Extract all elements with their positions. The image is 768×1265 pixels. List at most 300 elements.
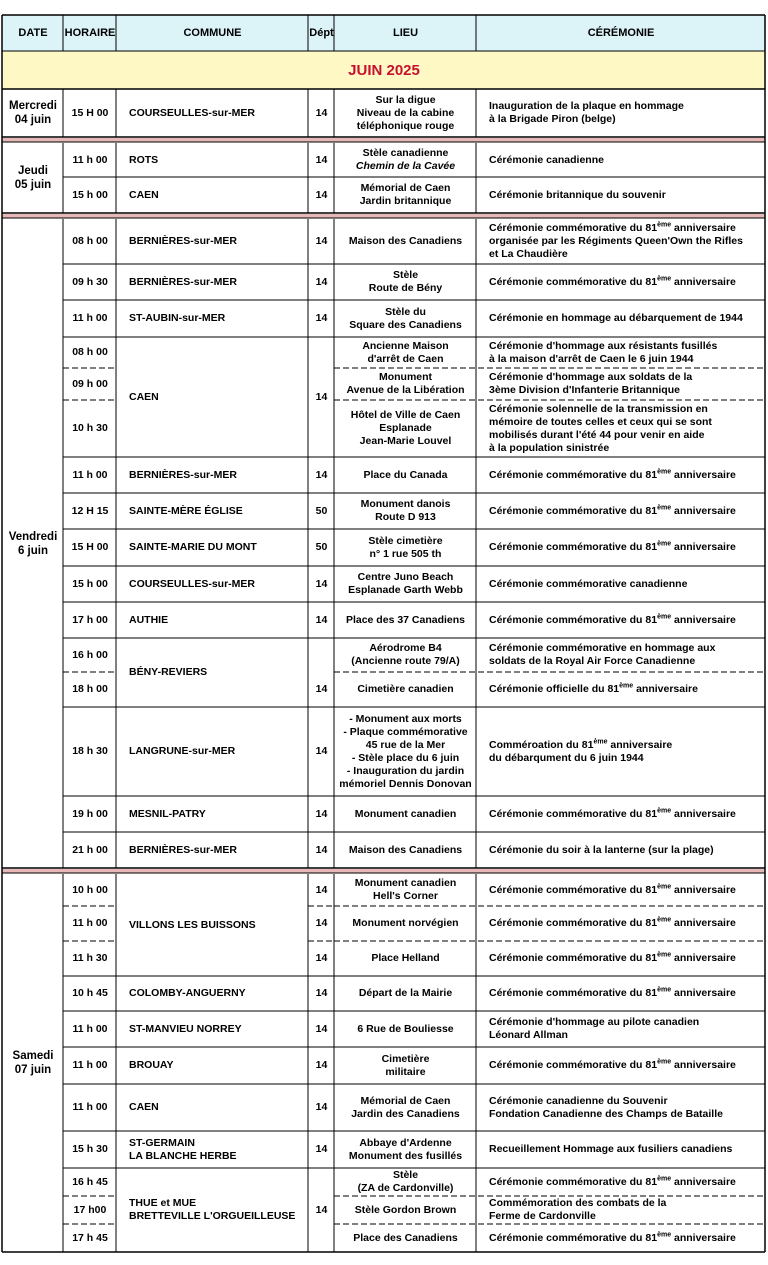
event-dept-text: 14 xyxy=(315,613,328,626)
ordinal-suffix: ème xyxy=(657,883,672,890)
ordinal-suffix: ème xyxy=(657,951,672,959)
event-time xyxy=(64,264,116,300)
event-lieu-text: Stèle Route de Bény xyxy=(368,269,443,294)
event-lieu xyxy=(335,264,476,300)
header-date xyxy=(3,15,63,51)
event-lieu xyxy=(335,707,476,796)
event-commune xyxy=(117,264,308,300)
event-ceremonie xyxy=(477,976,765,1011)
event-dept xyxy=(309,1011,334,1047)
event-dept-text: 14 xyxy=(315,917,328,929)
event-dept-text: 14 xyxy=(315,952,328,964)
event-lieu-text: Monument canadien Hell's Corner xyxy=(354,877,457,902)
event-lieu xyxy=(335,337,476,368)
event-commune-text: VILLONS LES BUISSONS xyxy=(129,918,256,931)
ordinal-suffix: ème xyxy=(657,540,672,548)
event-time xyxy=(64,906,116,941)
event-commune-text: CAEN xyxy=(129,188,159,201)
event-ceremonie xyxy=(477,638,765,672)
ordinal-suffix: ème xyxy=(657,916,672,924)
event-time-text: 17 h 45 xyxy=(72,1231,108,1244)
event-commune xyxy=(117,707,308,796)
event-ceremonie-text: Commémoration des combats de la Ferme de Cardonville xyxy=(489,1197,667,1222)
event-dept-text: 14 xyxy=(315,153,328,166)
event-time xyxy=(64,493,116,529)
day-label xyxy=(3,89,63,137)
event-dept-text: 14 xyxy=(315,1203,328,1216)
event-lieu-text: Abbaye d'Ardenne Monument des fusillés xyxy=(348,1136,463,1162)
event-commune-text: BERNIÈRES-sur-MER xyxy=(129,843,237,856)
day-label xyxy=(3,874,63,1252)
event-dept xyxy=(309,941,334,976)
event-dept-text: 14 xyxy=(315,188,328,201)
event-commune-text: BERNIÈRES-sur-MER xyxy=(129,235,237,247)
event-commune xyxy=(117,143,308,177)
ordinal-suffix: ème xyxy=(657,1231,672,1238)
event-commune-text: ST-GERMAIN LA BLANCHE HERBE xyxy=(129,1136,237,1162)
event-dept xyxy=(309,1047,334,1084)
event-commune-text: COURSEULLES-sur-MER xyxy=(129,106,256,119)
event-ceremonie-text: Cérémonie canadienne xyxy=(489,153,604,166)
event-dept-text: 14 xyxy=(315,807,328,820)
event-dept-text: 14 xyxy=(315,577,328,590)
event-lieu-text: Départ de la Mairie xyxy=(358,987,453,999)
event-ceremonie-text: Cérémonie canadienne du Souvenir Fondation Canadienne des Champs de Bataille xyxy=(489,1094,723,1120)
event-ceremonie xyxy=(477,566,765,602)
event-lieu-text: Place des 37 Canadiens xyxy=(345,613,466,626)
event-time-text: 11 h 00 xyxy=(72,917,108,929)
day-separator-band xyxy=(2,138,765,142)
event-lieu xyxy=(335,1224,476,1252)
event-lieu xyxy=(335,300,476,337)
event-lieu-text: 6 Rue de Bouliesse xyxy=(357,1022,454,1035)
event-time-text: 10 h 30 xyxy=(72,422,108,434)
event-time-text: 15 h 30 xyxy=(72,1143,108,1155)
event-time-text: 19 h 00 xyxy=(72,807,108,820)
day-separator-band xyxy=(2,869,765,873)
event-dept-text: 14 xyxy=(315,843,328,856)
header-lieu xyxy=(335,15,476,51)
event-dept-text: 14 xyxy=(315,987,328,999)
event-ceremonie-text: Cérémonie commémorative canadienne xyxy=(489,577,688,590)
event-time xyxy=(64,638,116,672)
header-dept xyxy=(309,15,334,51)
event-time xyxy=(64,529,116,566)
event-dept-text: 14 xyxy=(315,235,328,247)
event-ceremonie-text: Cérémonie commémorative du 81ème anniversaire xyxy=(489,468,736,481)
event-time xyxy=(64,1084,116,1131)
event-commune xyxy=(117,874,308,976)
ordinal-suffix: ème xyxy=(657,986,672,994)
event-ceremonie xyxy=(477,672,765,707)
event-ceremonie xyxy=(477,1047,765,1084)
event-lieu-text: Sur la digue Niveau de la cabine téléphonique rouge xyxy=(356,93,455,132)
event-dept xyxy=(309,337,334,457)
event-commune-text: BERNIÈRES-sur-MER xyxy=(129,468,237,481)
event-ceremonie xyxy=(477,143,765,177)
ordinal-suffix: ème xyxy=(657,468,672,475)
event-lieu-text: Mémorial de Caen Jardin des Canadiens xyxy=(351,1094,460,1120)
event-ceremonie-text: Cérémonie commémorative du 81ème anniversaire xyxy=(489,951,736,964)
event-lieu xyxy=(335,1131,476,1168)
event-commune xyxy=(117,796,308,832)
event-ceremonie-text: Cérémonie commémorative du 81ème anniversaire xyxy=(489,883,736,896)
event-commune-text: CAEN xyxy=(129,390,159,403)
event-ceremonie xyxy=(477,337,765,368)
event-time xyxy=(64,143,116,177)
ordinal-suffix: ème xyxy=(657,275,672,282)
day-label xyxy=(3,219,63,868)
ordinal-suffix: ème xyxy=(593,738,608,745)
event-time xyxy=(64,796,116,832)
event-time xyxy=(64,457,116,493)
event-time-text: 17 h 00 xyxy=(72,613,108,626)
event-commune-text: MESNIL-PATRY xyxy=(129,807,206,820)
event-ceremonie-text: Cérémonie commémorative du 81ème anniversaire xyxy=(489,1231,736,1244)
event-time-text: 08 h 00 xyxy=(72,235,108,247)
event-dept xyxy=(309,906,334,941)
ordinal-suffix: ème xyxy=(657,1175,672,1182)
event-commune xyxy=(117,1011,308,1047)
event-lieu xyxy=(335,1011,476,1047)
day-label-text: Mercredi 04 juin xyxy=(9,100,57,126)
event-dept-text: 14 xyxy=(315,312,328,324)
event-dept-text: 14 xyxy=(315,275,328,288)
event-lieu-text: Monument canadien xyxy=(354,807,457,820)
event-lieu-text: Maison des Canadiens xyxy=(348,235,463,247)
event-ceremonie-text: Cérémonie commémorative du 81ème anniversaire xyxy=(489,916,736,929)
event-ceremonie-text: Cérémonie commémorative en hommage aux soldats de la Royal Air Force Canadienne xyxy=(489,642,716,667)
event-lieu-text: Maison des Canadiens xyxy=(348,843,463,856)
event-ceremonie xyxy=(477,707,765,796)
event-lieu-text: Stèle du Square des Canadiens xyxy=(349,305,462,331)
event-ceremonie xyxy=(477,1084,765,1131)
event-ceremonie-text: Cérémonie commémorative du 81ème anniversaire xyxy=(489,504,736,517)
event-ceremonie xyxy=(477,457,765,493)
day-label-text: Jeudi 05 juin xyxy=(14,165,52,191)
event-dept-text: 50 xyxy=(315,504,328,517)
event-lieu xyxy=(335,638,476,672)
event-time xyxy=(64,368,116,400)
event-dept xyxy=(309,976,334,1011)
event-time xyxy=(64,1047,116,1084)
event-dept xyxy=(309,672,334,707)
month-title xyxy=(3,51,765,89)
event-ceremonie-text: Cérémonie du soir à la lanterne (sur la plage) xyxy=(489,843,714,856)
day-label-text: Samedi 07 juin xyxy=(12,1050,54,1076)
event-ceremonie xyxy=(477,89,765,137)
event-commune xyxy=(117,1131,308,1168)
event-commune xyxy=(117,457,308,493)
event-lieu xyxy=(335,177,476,213)
event-ceremonie xyxy=(477,832,765,868)
event-commune xyxy=(117,1047,308,1084)
event-lieu-text: Mémorial de Caen Jardin britannique xyxy=(359,182,452,207)
event-commune xyxy=(117,602,308,638)
event-time xyxy=(64,219,116,264)
event-lieu-italic-text: Chemin de la Cavée xyxy=(355,160,456,172)
event-dept xyxy=(309,1131,334,1168)
event-ceremonie-text: Cérémonie commémorative du 81ème anniversaire xyxy=(489,1175,736,1188)
event-lieu xyxy=(335,529,476,566)
event-lieu-text: Hôtel de Ville de Caen Esplanade Jean-Marie Louvel xyxy=(350,409,461,447)
event-ceremonie-text: Cérémonie commémorative du 81ème anniversaire xyxy=(489,986,736,999)
event-time-text: 09 h 00 xyxy=(72,377,108,390)
event-dept-text: 14 xyxy=(315,1059,328,1071)
event-dept-text: 14 xyxy=(315,883,328,896)
event-lieu-text: Place du Canada xyxy=(363,468,448,481)
event-ceremonie-text: Cérémonie commémorative du 81ème anniversaire xyxy=(489,613,736,626)
event-time-text: 15 h 00 xyxy=(72,188,108,201)
event-time-text: 11 h 00 xyxy=(72,312,108,324)
event-time-text: 09 h 30 xyxy=(72,275,108,288)
event-commune xyxy=(117,566,308,602)
event-time xyxy=(64,1011,116,1047)
event-ceremonie xyxy=(477,1224,765,1252)
event-time xyxy=(64,337,116,368)
event-time-text: 15 H 00 xyxy=(71,106,109,119)
event-dept-text: 14 xyxy=(315,390,328,403)
event-time-text: 11 h 00 xyxy=(72,1059,108,1071)
event-commune xyxy=(117,219,308,264)
event-commune-text: ROTS xyxy=(129,153,159,166)
ordinal-suffix: ème xyxy=(657,807,672,814)
event-commune-text: LANGRUNE-sur-MER xyxy=(129,745,236,757)
event-commune xyxy=(117,1084,308,1131)
event-time-text: 08 h 00 xyxy=(72,346,108,358)
event-time xyxy=(64,177,116,213)
event-ceremonie xyxy=(477,941,765,976)
event-lieu-text: Monument norvégien xyxy=(352,917,459,929)
event-dept xyxy=(309,832,334,868)
event-lieu-text: Centre Juno Beach Esplanade Garth Webb xyxy=(348,571,463,596)
event-lieu-text: Stèle cimetière n° 1 rue 505 th xyxy=(368,534,443,560)
header-ceremonie-text: CÉRÉMONIE xyxy=(587,26,655,39)
event-time xyxy=(64,1131,116,1168)
event-commune xyxy=(117,89,308,137)
event-dept xyxy=(309,1084,334,1131)
header-commune-text: COMMUNE xyxy=(183,26,242,39)
event-ceremonie-text: Cérémonie commémorative du 81ème anniversaire xyxy=(489,540,736,553)
event-commune xyxy=(117,1168,308,1252)
event-dept xyxy=(309,874,334,906)
event-dept xyxy=(309,143,334,177)
event-time xyxy=(64,976,116,1011)
event-lieu xyxy=(335,976,476,1011)
event-time xyxy=(64,566,116,602)
event-dept xyxy=(309,796,334,832)
event-lieu xyxy=(335,457,476,493)
event-time-text: 18 h 30 xyxy=(72,745,108,757)
event-dept xyxy=(309,300,334,337)
header-lieu-text: LIEU xyxy=(392,26,419,39)
day-label xyxy=(3,143,63,213)
event-lieu-text: Ancienne Maison d'arrêt de Caen xyxy=(362,339,449,365)
event-ceremonie xyxy=(477,300,765,337)
event-ceremonie xyxy=(477,1131,765,1168)
ordinal-suffix: ème xyxy=(657,504,672,511)
event-commune-text: CAEN xyxy=(129,1101,159,1113)
event-commune xyxy=(117,177,308,213)
event-ceremonie xyxy=(477,906,765,941)
event-dept-text: 14 xyxy=(315,1143,328,1155)
event-lieu-text: Place des Canadiens xyxy=(353,1231,458,1244)
event-ceremonie xyxy=(477,602,765,638)
event-time-text: 11 h 00 xyxy=(72,1022,108,1035)
event-lieu xyxy=(335,672,476,707)
event-time-text: 10 h 45 xyxy=(72,987,108,999)
event-lieu xyxy=(335,1196,476,1224)
event-lieu xyxy=(335,602,476,638)
event-lieu xyxy=(335,368,476,400)
event-lieu xyxy=(335,832,476,868)
event-time xyxy=(64,832,116,868)
event-ceremonie xyxy=(477,796,765,832)
event-ceremonie-text: Inauguration de la plaque en hommage à la Brigade Piron (belge) xyxy=(489,100,684,125)
header-dept-text: Dépt xyxy=(309,26,334,39)
event-commune-text: AUTHIE xyxy=(129,613,169,626)
event-ceremonie-text: Cérémonie commémorative du 81ème anniversaire organisée par les Régiments Queen'Own the Rifles et La Chaudière xyxy=(489,221,743,260)
event-lieu-text: Cimetière canadien xyxy=(357,683,454,695)
event-lieu-text: Stèle (ZA de Cardonville) xyxy=(357,1169,454,1194)
event-commune xyxy=(117,832,308,868)
event-commune xyxy=(117,976,308,1011)
event-time xyxy=(64,941,116,976)
event-time xyxy=(64,400,116,457)
event-time xyxy=(64,1168,116,1196)
event-time xyxy=(64,874,116,906)
event-lieu xyxy=(335,566,476,602)
event-commune-text: ST-MANVIEU NORREY xyxy=(129,1022,242,1035)
event-dept xyxy=(309,89,334,137)
event-dept-text: 14 xyxy=(315,1101,328,1113)
event-lieu-text: Place Helland xyxy=(371,952,440,964)
event-time-text: 11 h 30 xyxy=(72,952,108,964)
event-commune-text: SAINTE-MÈRE ÉGLISE xyxy=(129,504,243,517)
event-ceremonie-text: Cérémonie d'hommage au pilote canadien Léonard Allman xyxy=(489,1016,700,1041)
event-dept xyxy=(309,529,334,566)
event-time-text: 15 h 00 xyxy=(72,577,108,590)
event-ceremonie xyxy=(477,529,765,566)
event-ceremonie xyxy=(477,368,765,400)
event-dept-text: 14 xyxy=(315,683,328,695)
event-commune-text: BROUAY xyxy=(129,1059,174,1071)
event-lieu xyxy=(335,906,476,941)
event-commune-text: THUE et MUE BRETTEVILLE L'ORGUEILLEUSE xyxy=(129,1197,296,1222)
event-time xyxy=(64,89,116,137)
event-ceremonie-text: Comméroation du 81ème anniversaire du débarqument du 6 juin 1944 xyxy=(489,738,673,764)
event-commune-text: BÉNY-REVIERS xyxy=(129,666,208,678)
event-dept xyxy=(309,493,334,529)
event-dept-text: 14 xyxy=(315,106,328,119)
event-lieu xyxy=(335,1168,476,1196)
event-ceremonie xyxy=(477,400,765,457)
event-time-text: 16 h 45 xyxy=(72,1175,108,1188)
event-dept xyxy=(309,602,334,638)
event-dept xyxy=(309,457,334,493)
event-time xyxy=(64,602,116,638)
header-commune xyxy=(117,15,308,51)
day-separator-band xyxy=(2,214,765,218)
day-label-text: Vendredi 6 juin xyxy=(8,530,58,557)
event-commune xyxy=(117,638,308,707)
event-ceremonie xyxy=(477,219,765,264)
event-lieu xyxy=(335,796,476,832)
event-time-text: 11 h 00 xyxy=(72,1101,108,1113)
event-lieu xyxy=(335,1047,476,1084)
event-commune-text: BERNIÈRES-sur-MER xyxy=(129,275,237,288)
event-lieu xyxy=(335,941,476,976)
event-time-text: 10 h 00 xyxy=(72,883,108,896)
header-date-text: DATE xyxy=(18,26,48,39)
event-ceremonie-text: Cérémonie britannique du souvenir xyxy=(489,188,666,201)
event-ceremonie-text: Cérémonie commémorative du 81ème anniversaire xyxy=(489,1058,736,1071)
event-commune xyxy=(117,337,308,457)
event-time-text: 18 h 00 xyxy=(72,683,108,695)
event-dept xyxy=(309,1168,334,1252)
event-ceremonie-text: Cérémonie commémorative du 81ème anniversaire xyxy=(489,275,736,288)
event-dept xyxy=(309,707,334,796)
header-ceremonie xyxy=(477,15,765,51)
event-ceremonie-text: Cérémonie en hommage au débarquement de 1944 xyxy=(489,312,743,324)
event-commune-text: ST-AUBIN-sur-MER xyxy=(129,312,226,324)
ordinal-suffix: ème xyxy=(657,613,672,620)
event-time-text: 15 H 00 xyxy=(71,541,109,553)
event-ceremonie-text: Cérémonie d'hommage aux soldats de la 3ème Division d'Infanterie Britannique xyxy=(489,371,693,396)
event-commune xyxy=(117,529,308,566)
event-lieu xyxy=(335,143,476,177)
event-dept-text: 14 xyxy=(315,468,328,481)
event-lieu-text: Monument danois Route D 913 xyxy=(360,498,451,523)
event-time xyxy=(64,1224,116,1252)
event-lieu-text: Monument Avenue de la Libération xyxy=(346,371,465,396)
event-ceremonie xyxy=(477,177,765,213)
event-lieu-text: Stèle canadienne xyxy=(362,147,449,159)
ordinal-suffix: ème xyxy=(657,221,672,229)
month-title-text: JUIN 2025 xyxy=(348,61,420,79)
event-time-text: 16 h 00 xyxy=(72,648,108,661)
header-horaire xyxy=(64,15,116,51)
event-lieu xyxy=(335,400,476,457)
event-ceremonie-text: Cérémonie officielle du 81ème anniversaire xyxy=(489,682,698,695)
event-dept-text: 14 xyxy=(315,745,328,757)
event-commune-text: COURSEULLES-sur-MER xyxy=(129,577,256,590)
event-time-text: 17 h00 xyxy=(73,1203,107,1216)
event-lieu xyxy=(335,219,476,264)
event-ceremonie-text: Cérémonie d'hommage aux résistants fusillés à la maison d'arrêt de Caen le 6 juin 1944 xyxy=(489,339,718,365)
event-ceremonie xyxy=(477,264,765,300)
event-time-text: 12 H 15 xyxy=(71,504,109,517)
event-lieu-text: Cimetière militaire xyxy=(381,1052,430,1078)
event-time-text: 11 h 00 xyxy=(72,153,108,166)
event-ceremonie xyxy=(477,1168,765,1196)
event-ceremonie-text: Recueillement Hommage aux fusiliers canadiens xyxy=(489,1143,733,1155)
event-lieu xyxy=(335,1084,476,1131)
event-lieu xyxy=(335,493,476,529)
header-horaire-text: HORAIRE xyxy=(64,26,116,39)
event-dept xyxy=(309,177,334,213)
event-lieu-text: Aérodrome B4 (Ancienne route 79/A) xyxy=(351,642,460,667)
event-dept xyxy=(309,566,334,602)
event-dept xyxy=(309,264,334,300)
event-time xyxy=(64,300,116,337)
event-commune xyxy=(117,300,308,337)
event-ceremonie xyxy=(477,874,765,906)
event-lieu xyxy=(335,89,476,137)
event-time xyxy=(64,707,116,796)
event-lieu-text: Stèle Gordon Brown xyxy=(354,1203,457,1216)
event-ceremonie xyxy=(477,493,765,529)
